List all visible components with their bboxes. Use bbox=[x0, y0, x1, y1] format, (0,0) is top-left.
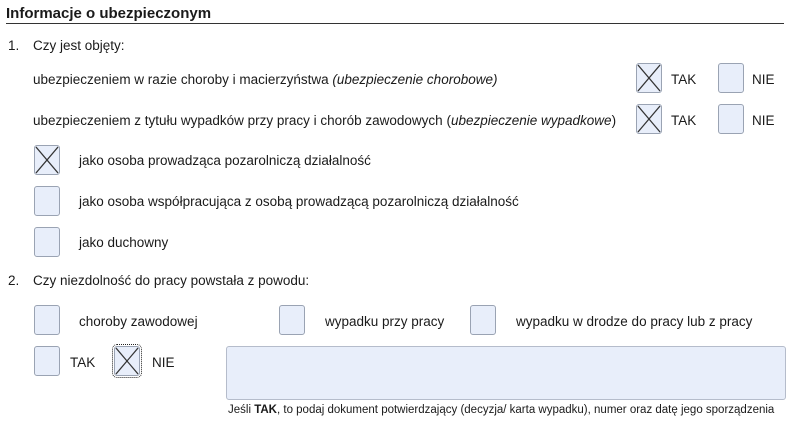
q1-row1-main: ubezpieczeniem w razie choroby i macierzyństwa bbox=[33, 72, 333, 87]
q2-no-checkbox[interactable] bbox=[114, 346, 140, 376]
q1-option-cooperating-label: jako osoba współpracująca z osobą prowadzącą pozarolniczą działalność bbox=[79, 194, 519, 209]
q1-row1-no-checkbox[interactable] bbox=[718, 63, 744, 93]
q2-yes-checkbox[interactable] bbox=[34, 346, 60, 376]
q2-cause-occupational-disease-label: choroby zawodowej bbox=[79, 314, 198, 329]
q2-document-note bbox=[228, 404, 774, 416]
q2-cause-work-accident-checkbox[interactable] bbox=[279, 305, 305, 335]
check-x-icon bbox=[637, 64, 661, 92]
q1-option-clergy-label: jako duchowny bbox=[79, 235, 169, 250]
q1-row1-yes-label: TAK bbox=[671, 72, 697, 87]
q1-row1-yes-checkbox[interactable] bbox=[636, 63, 662, 93]
q1-row2-main: ubezpieczeniem z tytułu wypadków przy pracy i chorób zawodowych ( bbox=[33, 113, 451, 128]
q1-option-business-label: jako osoba prowadząca pozarolniczą działalność bbox=[79, 153, 371, 168]
q2-note-prefix: Jeśli bbox=[228, 404, 255, 416]
q2-cause-work-accident-label: wypadku przy pracy bbox=[325, 314, 445, 329]
section-divider bbox=[6, 23, 784, 24]
section-title: Informacje o ubezpieczonym bbox=[6, 5, 212, 22]
q1-label: Czy jest objęty: bbox=[33, 38, 125, 53]
q1-row2-italic: ubezpieczenie wypadkowe bbox=[450, 113, 612, 128]
q1-row2-no-checkbox[interactable] bbox=[718, 104, 744, 134]
q1-row2-tail: ) bbox=[611, 113, 617, 128]
q1-row1-no-label: NIE bbox=[752, 72, 775, 87]
q1-row1-text bbox=[33, 72, 497, 87]
check-x-icon bbox=[637, 105, 661, 133]
q1-option-business-checkbox[interactable] bbox=[34, 145, 60, 175]
q2-document-field[interactable] bbox=[226, 346, 786, 400]
check-x-icon bbox=[35, 146, 59, 174]
q1-option-clergy-checkbox[interactable] bbox=[34, 227, 60, 257]
q1-row2-yes-checkbox[interactable] bbox=[636, 104, 662, 134]
q2-no-label: NIE bbox=[152, 355, 175, 370]
q2-cause-commute-accident-checkbox[interactable] bbox=[470, 305, 496, 335]
q2-note-bold: TAK bbox=[254, 404, 277, 416]
q2-cause-commute-accident-label: wypadku w drodze do pracy lub z pracy bbox=[516, 314, 753, 329]
q2-cause-occupational-disease-checkbox[interactable] bbox=[34, 305, 60, 335]
q2-note-suffix: , to podaj dokument potwierdzający (decyzja/ karta wypadku), numer oraz datę jego sporządzenia bbox=[276, 404, 775, 416]
q1-number: 1. bbox=[8, 38, 20, 53]
q1-row1-italic: (ubezpieczenie chorobowe) bbox=[332, 72, 498, 87]
q2-yes-label: TAK bbox=[70, 355, 96, 370]
q1-row2-yes-label: TAK bbox=[671, 113, 697, 128]
q2-label: Czy niezdolność do pracy powstała z powodu: bbox=[33, 273, 310, 288]
q1-option-cooperating-checkbox[interactable] bbox=[34, 186, 60, 216]
check-x-icon bbox=[115, 347, 139, 375]
q1-row2-text bbox=[33, 113, 616, 128]
q2-number: 2. bbox=[8, 273, 20, 288]
q1-row2-no-label: NIE bbox=[752, 113, 775, 128]
